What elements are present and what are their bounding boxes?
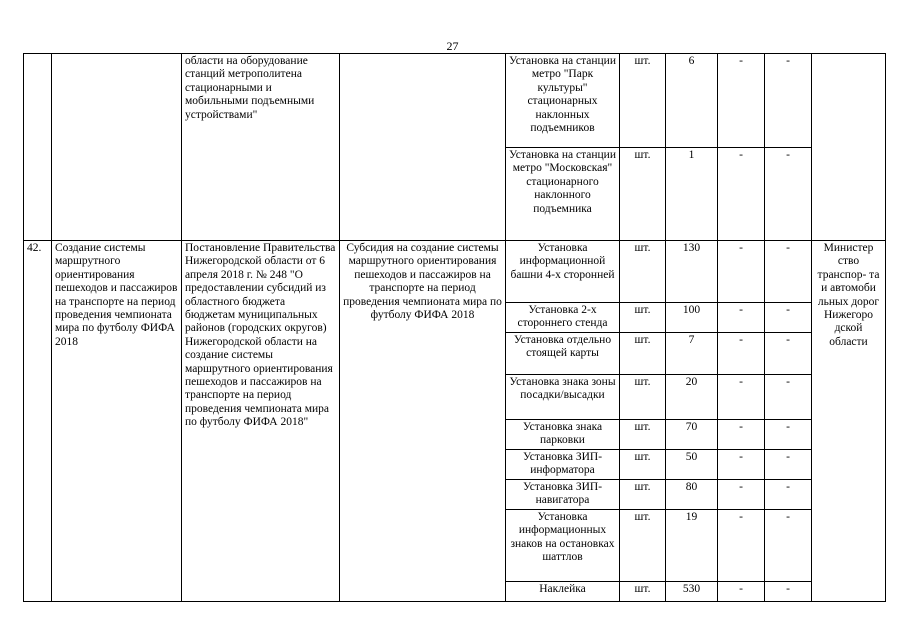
unit-cell: шт. [620,479,666,509]
activity-cell: Установка ЗИП-информатора [506,449,620,479]
value-cell: - [718,581,765,601]
value-cell: - [765,509,812,581]
activity-cell: Установка на станции метро "Московская" стационарного наклонного подъемника [506,148,620,241]
qty-cell: 6 [666,54,718,148]
activity-cell: Установка ЗИП-навигатора [506,479,620,509]
activity-cell: Установка знака зоны посадки/высадки [506,374,620,419]
legal-act-cell: Постановление Правительства Нижегородской области от 6 апреля 2018 г. № 248 "О предоставлении субсидий из областного бюджета бюджетам муниципальных районов (городских округов) Нижегородской области на создание системы маршрутного ориентирования пешеходов и пассажиров на транспорте на период проведения чемпионата мира по футболу ФИФА 2018" [182,241,340,602]
value-cell: - [765,419,812,449]
name-cell [52,54,182,241]
value-cell: - [718,419,765,449]
unit-cell: шт. [620,241,666,303]
value-cell: - [765,148,812,241]
qty-cell: 50 [666,449,718,479]
unit-cell: шт. [620,449,666,479]
value-cell: - [765,303,812,333]
value-cell: - [765,241,812,303]
measures-table [23,53,886,602]
value-cell: - [718,374,765,419]
activity-cell: Наклейка [506,581,620,601]
value-cell: - [765,449,812,479]
activity-cell: Установка информационной башни 4-х сторонней [506,241,620,303]
unit-cell: шт. [620,419,666,449]
activity-cell: Установка 2-х стороннего стенда [506,303,620,333]
activity-cell: Установка знака парковки [506,419,620,449]
value-cell: - [718,449,765,479]
value-cell: - [718,509,765,581]
qty-cell: 70 [666,419,718,449]
unit-cell: шт. [620,332,666,374]
qty-cell: 80 [666,479,718,509]
value-cell: - [718,303,765,333]
value-cell: - [718,332,765,374]
activity-cell: Установка на станции метро "Парк культуры" стационарных наклонных подъемников [506,54,620,148]
value-cell: - [765,581,812,601]
unit-cell: шт. [620,581,666,601]
qty-cell: 20 [666,374,718,419]
unit-cell: шт. [620,303,666,333]
name-cell: Создание системы маршрутного ориентирования пешеходов и пассажиров на транспорте на период проведения чемпионата мира по футболу ФИФА 2018 [52,241,182,602]
number-cell [24,54,52,241]
value-cell: - [765,374,812,419]
activity-cell: Установка отдельно стоящей карты [506,332,620,374]
value-cell: - [765,479,812,509]
legal-act-cell: области на оборудование станций метрополитена стационарными и мобильными подъемными устройствами" [182,54,340,241]
value-cell: - [718,479,765,509]
activity-cell: Установка информационных знаков на остановках шаттлов [506,509,620,581]
value-cell: - [765,54,812,148]
measure-cell: Субсидия на создание системы маршрутного ориентирования пешеходов и пассажиров на транспорте на период проведения чемпионата мира по футболу ФИФА 2018 [340,241,506,602]
measure-cell [340,54,506,241]
qty-cell: 19 [666,509,718,581]
value-cell: - [718,148,765,241]
page-number: 27 [446,39,459,53]
value-cell: - [765,332,812,374]
table-row [24,54,886,148]
qty-cell: 1 [666,148,718,241]
unit-cell: шт. [620,374,666,419]
unit-cell: шт. [620,509,666,581]
qty-cell: 130 [666,241,718,303]
qty-cell: 530 [666,581,718,601]
value-cell: - [718,241,765,303]
number-cell: 42. [24,241,52,602]
unit-cell: шт. [620,148,666,241]
table-row [24,241,886,303]
responsible-cell: Министер ство транспор- та и автомоби льных дорог Нижегоро дской области [812,241,886,602]
qty-cell: 7 [666,332,718,374]
value-cell: - [718,54,765,148]
unit-cell: шт. [620,54,666,148]
responsible-cell [812,54,886,241]
qty-cell: 100 [666,303,718,333]
